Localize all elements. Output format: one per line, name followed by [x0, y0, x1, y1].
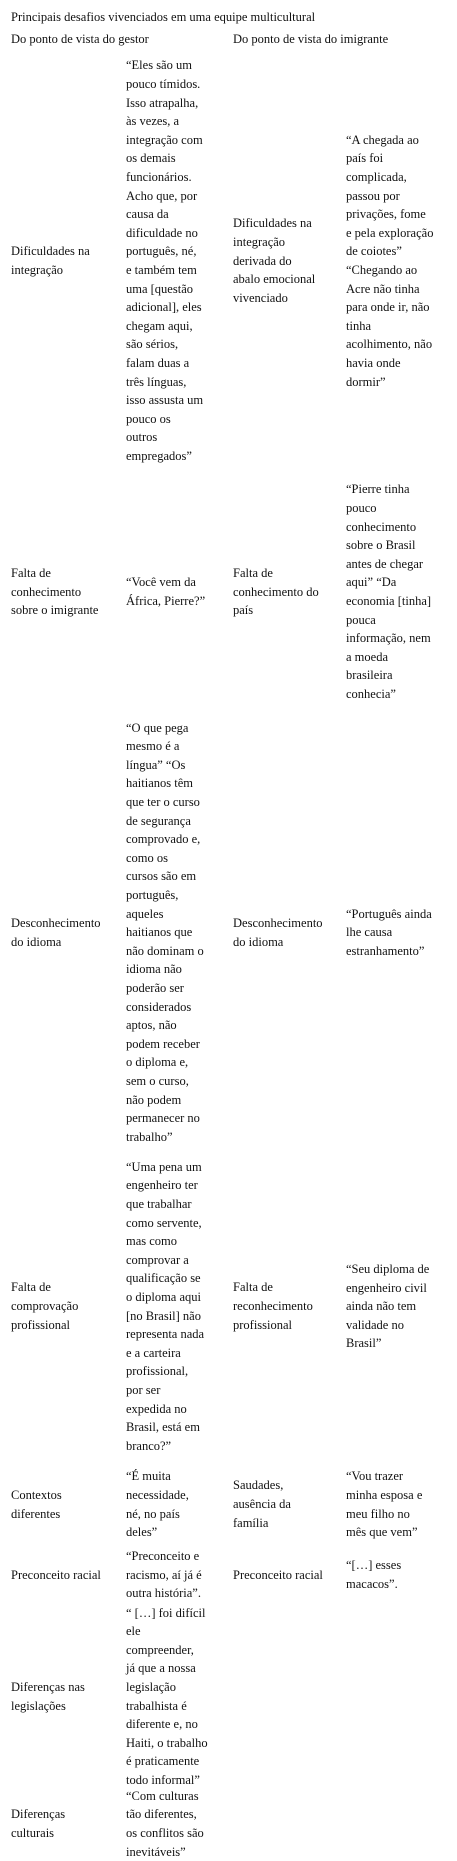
row-3-gestor-quote-line: haitianos têm: [126, 776, 193, 791]
header-imigrante: Do ponto de vista do imigrante: [233, 32, 389, 46]
row-7-gestor-quote-line: Haiti, o trabalho: [126, 1735, 208, 1750]
row-3-gestor-quote-line: “O que pega: [126, 720, 189, 735]
row-2-imigrante-quote-line: informação, nem: [346, 631, 431, 646]
row-4-imigrante-label-line: profissional: [233, 1317, 293, 1332]
row-3-gestor-quote-line: considerados: [126, 999, 192, 1014]
row-4-gestor-label-line: profissional: [11, 1317, 71, 1332]
row-3-gestor-quote-line: haitianos que: [126, 925, 193, 940]
row-7-gestor-label-line: legislações: [11, 1698, 66, 1713]
header-gestor: Do ponto de vista do gestor: [11, 32, 149, 46]
row-7-gestor-quote-line: já que a nossa: [126, 1661, 196, 1676]
row-1-imigrante-label-line: vivenciado: [233, 291, 288, 306]
row-4-gestor-quote-line: “Uma pena um: [126, 1159, 202, 1174]
row-3-gestor-quote-line: aptos, não: [126, 1018, 177, 1033]
row-5-imigrante-quote-line: “Vou trazer: [346, 1469, 404, 1484]
row-8-gestor-quote-line: “Com culturas: [126, 1788, 199, 1803]
row-5-gestor-quote-line: necessidade,: [126, 1487, 189, 1502]
row-5-imigrante-quote-line: meu filho no: [346, 1506, 410, 1521]
row-1-gestor-label-line: Dificuldades na: [11, 244, 90, 259]
row-5-gestor-quote-line: deles”: [126, 1525, 158, 1540]
row-1-gestor-quote-line: empregados”: [126, 449, 192, 463]
row-4-gestor-quote-line: [no Brasil] não: [126, 1308, 201, 1323]
row-1-imigrante-quote-line: acolhimento, não: [346, 337, 433, 352]
row-3-imigrante-label-line: Desconhecimento: [233, 915, 323, 930]
row-1-gestor-quote-line: são sérios,: [126, 337, 179, 352]
row-1-gestor-quote-line: e também tem: [126, 263, 197, 277]
row-4-imigrante-quote-line: engenheiro civil: [346, 1280, 427, 1295]
row-2-gestor-quote-line: África, Pierre?”: [126, 594, 206, 608]
row-4-gestor-quote-line: expedida no: [126, 1401, 187, 1416]
table-caption: Principais desafios vivenciados em uma equipe multicultural: [11, 10, 316, 24]
row-6-gestor-quote-line: racismo, aí já é: [126, 1567, 202, 1582]
row-1-gestor-quote-line: Acho que, por: [126, 188, 198, 203]
row-5-imigrante-quote-line: minha esposa e: [346, 1487, 423, 1502]
row-2-gestor-label-line: Falta de: [11, 565, 51, 580]
row-2-imigrante-label-line: país: [233, 603, 254, 618]
row-7-gestor-quote-line: legislação: [126, 1679, 176, 1694]
row-3-gestor-quote-line: comprovado e,: [126, 832, 201, 847]
row-2-imigrante-quote-line: antes de chegar: [346, 556, 424, 571]
row-1-gestor-quote-line: português, né,: [126, 244, 197, 259]
row-3-gestor-quote-line: idioma não: [126, 962, 182, 977]
row-5-gestor-label-line: diferentes: [11, 1506, 61, 1521]
row-1-imigrante-quote-line: complicada,: [346, 170, 407, 184]
row-1-gestor-quote-line: outros: [126, 430, 158, 445]
row-5-gestor-label-line: Contextos: [11, 1487, 62, 1502]
row-4-imigrante-label-line: reconhecimento: [233, 1299, 313, 1314]
row-3-imigrante-quote-line: lhe causa: [346, 925, 393, 940]
row-4-gestor-quote-line: engenheiro ter: [126, 1178, 198, 1193]
row-1-imigrante-quote-line: país foi: [346, 151, 384, 166]
row-3-gestor-quote-line: língua” “Os: [126, 757, 186, 772]
row-5-imigrante-label-line: ausência da: [233, 1497, 291, 1512]
row-1-gestor-quote-line: integração com: [126, 132, 203, 147]
row-8-gestor-label-line: culturais: [11, 1826, 55, 1840]
row-4-gestor-quote-line: qualificação se: [126, 1271, 201, 1286]
row-5-imigrante-quote-line: mês que vem”: [346, 1525, 418, 1540]
row-3-gestor-quote-line: mesmo é a: [126, 739, 180, 754]
row-7-gestor-quote-line: é praticamente: [126, 1754, 200, 1769]
row-3-gestor-quote-line: que ter o curso: [126, 795, 200, 809]
row-3-imigrante-label-line: do idioma: [233, 934, 284, 949]
row-3-gestor-quote-line: português,: [126, 888, 179, 902]
row-3-gestor-quote-line: sem o curso,: [126, 1074, 189, 1088]
row-2-imigrante-quote-line: a moeda: [346, 649, 388, 664]
row-6-gestor-quote-line: “Preconceito e: [126, 1549, 200, 1564]
row-2-imigrante-quote-line: pouca: [346, 612, 376, 627]
row-3-gestor-quote-line: permanecer no: [126, 1111, 200, 1126]
row-4-gestor-quote-line: comprovar a: [126, 1252, 189, 1267]
row-2-gestor-quote-line: “Você vem da: [126, 575, 196, 590]
row-1-gestor-quote-line: dificuldade no: [126, 225, 198, 240]
row-4-gestor-quote-line: o diploma aqui: [126, 1289, 201, 1304]
row-1-gestor-quote-line: chegam aqui,: [126, 318, 193, 333]
row-3-gestor-quote-line: o diploma e,: [126, 1055, 189, 1070]
row-3-gestor-quote-line: de segurança: [126, 813, 191, 828]
row-1-imigrante-quote-line: e pela exploração: [346, 225, 434, 240]
row-4-gestor-quote-line: branco?”: [126, 1438, 172, 1453]
row-4-imigrante-quote-line: Brasil”: [346, 1336, 382, 1351]
row-7-gestor-quote-line: compreender,: [126, 1642, 194, 1657]
row-1-gestor-quote-line: Isso atrapalha,: [126, 95, 199, 110]
row-8-gestor-label-line: Diferenças: [11, 1807, 66, 1822]
row-3-gestor-quote-line: poderão ser: [126, 981, 184, 995]
row-1-gestor-quote-line: causa da: [126, 207, 169, 222]
row-3-gestor-quote-line: não dominam o: [126, 943, 204, 958]
row-3-gestor-quote-line: aqueles: [126, 906, 164, 921]
row-1-imigrante-quote-line: havia onde: [346, 356, 401, 370]
row-3-imigrante-quote-line: “Português ainda: [346, 906, 432, 921]
row-5-imigrante-label-line: Saudades,: [233, 1478, 284, 1493]
row-1-imigrante-quote-line: tinha: [346, 318, 371, 333]
row-1-imigrante-quote-line: de coiotes”: [346, 244, 402, 259]
row-3-gestor-quote-line: não podem: [126, 1092, 182, 1107]
row-1-gestor-quote-line: às vezes, a: [126, 114, 180, 129]
row-6-gestor-label-line: Preconceito racial: [11, 1567, 101, 1582]
row-8-gestor-quote-line: os conflitos são: [126, 1826, 204, 1840]
row-8-gestor-quote-line: tão diferentes,: [126, 1807, 197, 1822]
row-4-gestor-quote-line: que trabalhar: [126, 1196, 192, 1211]
row-1-gestor-quote-line: funcionários.: [126, 170, 192, 184]
row-1-imigrante-quote-line: dormir”: [346, 374, 386, 389]
row-5-gestor-quote-line: né, no país: [126, 1506, 180, 1521]
row-2-imigrante-quote-line: aqui” “Da: [346, 575, 397, 590]
row-4-gestor-quote-line: por ser: [126, 1382, 161, 1397]
row-1-gestor-quote-line: falam duas a: [126, 356, 190, 370]
row-4-gestor-label-line: comprovação: [11, 1299, 79, 1314]
row-5-imigrante-label-line: família: [233, 1515, 269, 1530]
row-4-imigrante-quote-line: “Seu diploma de: [346, 1262, 430, 1276]
row-1-gestor-label-line: integração: [11, 263, 64, 277]
row-4-imigrante-label-line: Falta de: [233, 1280, 273, 1295]
row-7-gestor-quote-line: todo informal”: [126, 1772, 200, 1787]
row-2-imigrante-label-line: Falta de: [233, 565, 273, 580]
row-1-imigrante-quote-line: Acre não tinha: [346, 281, 420, 296]
row-3-gestor-quote-line: trabalho”: [126, 1129, 173, 1144]
row-3-imigrante-quote-line: estranhamento”: [346, 943, 425, 958]
row-7-gestor-quote-line: diferente e, no: [126, 1717, 198, 1732]
row-2-gestor-label-line: sobre o imigrante: [11, 603, 99, 618]
row-1-imigrante-label-line: derivada do: [233, 253, 292, 268]
row-1-imigrante-quote-line: privações, fome: [346, 207, 426, 222]
row-4-imigrante-quote-line: validade no: [346, 1317, 404, 1332]
row-1-gestor-quote-line: “Eles são um: [126, 58, 192, 73]
row-2-imigrante-quote-line: brasileira: [346, 668, 393, 683]
row-6-imigrante-quote-line: macacos”.: [346, 1577, 398, 1591]
row-1-imigrante-label-line: integração: [233, 234, 286, 249]
row-4-gestor-quote-line: representa nada: [126, 1327, 205, 1342]
row-1-imigrante-quote-line: passou por: [346, 188, 400, 203]
row-1-imigrante-quote-line: para onde ir, não: [346, 300, 430, 315]
row-1-gestor-quote-line: os demais: [126, 151, 176, 166]
row-7-gestor-quote-line: “ […] foi difícil: [126, 1605, 206, 1620]
row-1-gestor-quote-line: adicional], eles: [126, 300, 202, 315]
row-6-gestor-quote-line: outra história”.: [126, 1586, 201, 1601]
row-4-gestor-quote-line: mas como: [126, 1234, 178, 1249]
row-1-imigrante-label-line: Dificuldades na: [233, 216, 312, 231]
row-3-gestor-quote-line: cursos são em: [126, 869, 197, 884]
row-3-gestor-label-line: do idioma: [11, 934, 62, 949]
row-2-imigrante-quote-line: “Pierre tinha: [346, 482, 410, 497]
row-4-gestor-quote-line: e a carteira: [126, 1345, 181, 1360]
row-2-imigrante-label-line: conhecimento do: [233, 584, 319, 599]
row-1-imigrante-quote-line: “Chegando ao: [346, 263, 418, 277]
row-6-imigrante-label-line: Preconceito racial: [233, 1567, 323, 1582]
row-4-gestor-quote-line: Brasil, está em: [126, 1420, 200, 1435]
row-4-gestor-quote-line: como servente,: [126, 1215, 202, 1230]
row-7-gestor-label-line: Diferenças nas: [11, 1679, 85, 1694]
row-2-imigrante-quote-line: conhecia”: [346, 687, 396, 701]
row-2-imigrante-quote-line: pouco: [346, 501, 377, 515]
row-3-gestor-quote-line: podem receber: [126, 1036, 200, 1051]
row-8-gestor-quote-line: inevitáveis”: [126, 1844, 186, 1859]
row-1-gestor-quote-line: isso assusta um: [126, 393, 204, 408]
row-5-gestor-quote-line: “É muita: [126, 1469, 171, 1484]
row-1-gestor-quote-line: pouco tímidos.: [126, 77, 201, 91]
row-1-gestor-quote-line: pouco os: [126, 411, 171, 426]
row-4-gestor-quote-line: profissional,: [126, 1364, 189, 1379]
row-6-imigrante-quote-line: “[…] esses: [346, 1558, 402, 1573]
row-2-gestor-label-line: conhecimento: [11, 584, 82, 599]
row-1-gestor-quote-line: uma [questão: [126, 281, 193, 296]
row-2-imigrante-quote-line: economia [tinha]: [346, 594, 432, 608]
row-4-imigrante-quote-line: ainda não tem: [346, 1299, 417, 1314]
row-1-imigrante-label-line: abalo emocional: [233, 272, 316, 287]
row-4-gestor-label-line: Falta de: [11, 1280, 51, 1295]
row-7-gestor-quote-line: ele: [126, 1624, 141, 1639]
row-7-gestor-quote-line: trabalhista é: [126, 1698, 187, 1713]
row-3-gestor-quote-line: como os: [126, 850, 169, 865]
row-1-imigrante-quote-line: “A chegada ao: [346, 132, 419, 147]
row-3-gestor-label-line: Desconhecimento: [11, 915, 101, 930]
row-2-imigrante-quote-line: conhecimento: [346, 519, 417, 534]
row-2-imigrante-quote-line: sobre o Brasil: [346, 538, 416, 553]
row-1-gestor-quote-line: três línguas,: [126, 374, 187, 389]
